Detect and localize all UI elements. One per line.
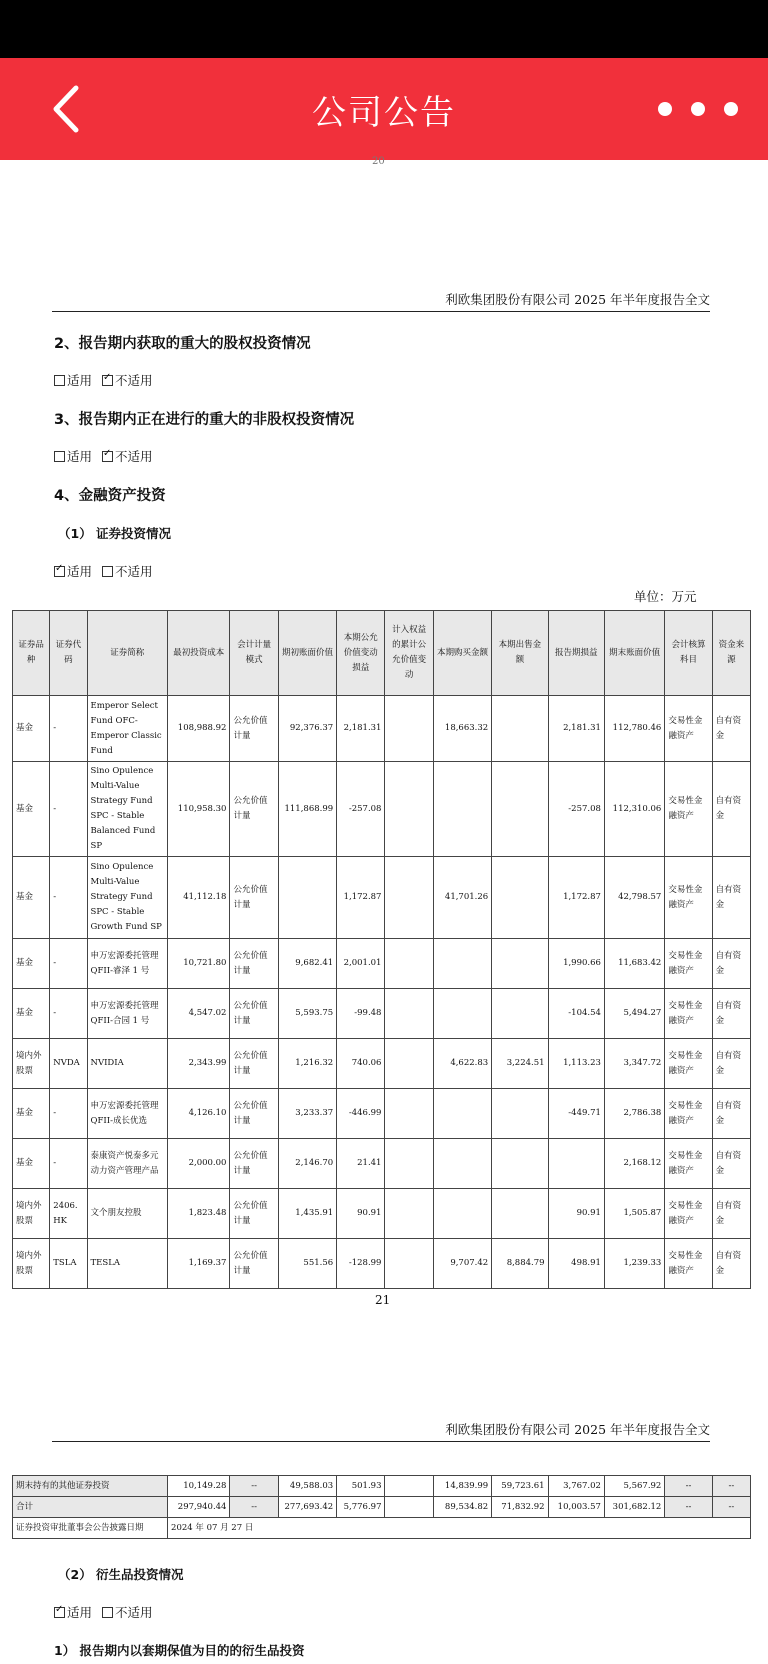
checkbox-checked-icon xyxy=(54,1607,65,1618)
table-cell: 10,003.57 xyxy=(548,1497,604,1518)
col-header: 会计核算科目 xyxy=(665,611,712,696)
table-cell: 交易性金融资产 xyxy=(665,1189,712,1239)
table-cell: 41,701.26 xyxy=(433,857,491,939)
table-cell: 89,534.82 xyxy=(433,1497,491,1518)
table-cell: 90.91 xyxy=(337,1189,385,1239)
table-cell: 基金 xyxy=(13,1139,50,1189)
table-cell: 3,767.02 xyxy=(548,1476,604,1497)
more-dot-icon xyxy=(724,102,738,116)
table-cell xyxy=(492,939,548,989)
table-cell: 自有资金 xyxy=(712,1089,750,1139)
table-cell: 92,376.37 xyxy=(278,696,336,762)
section-4-title: 4、金融资产投资 xyxy=(54,488,166,504)
report-header: 利欧集团股份有限公司 2025 年半年度报告全文 xyxy=(52,290,710,312)
table-cell: 交易性金融资产 xyxy=(665,762,712,857)
table-cell: 公允价值计量 xyxy=(230,1089,278,1139)
table-cell xyxy=(433,1189,491,1239)
table-cell: 551.56 xyxy=(278,1239,336,1289)
status-bar xyxy=(0,0,768,58)
table-cell: 文个朋友控股 xyxy=(87,1189,168,1239)
table-cell: 申万宏源委托管理 QFII-睿泽 1 号 xyxy=(87,939,168,989)
securities-summary-table xyxy=(12,1475,751,1539)
col-header: 证券品种 xyxy=(13,611,50,696)
checkbox-icon xyxy=(102,566,113,577)
col-header: 本期购买金额 xyxy=(433,611,491,696)
table-cell: 14,839.99 xyxy=(433,1476,491,1497)
table-cell: NVIDIA xyxy=(87,1039,168,1089)
table-cell: 1,823.48 xyxy=(168,1189,230,1239)
checkbox-icon xyxy=(102,1607,113,1618)
table-cell: 5,567.92 xyxy=(604,1476,664,1497)
checkbox-checked-icon xyxy=(102,375,113,386)
table-cell: - xyxy=(50,1089,87,1139)
table-cell: - xyxy=(50,939,87,989)
table-cell: -104.54 xyxy=(548,989,604,1039)
table-cell: 自有资金 xyxy=(712,1189,750,1239)
table-cell xyxy=(385,1039,433,1089)
table-row xyxy=(13,1139,751,1189)
table-row xyxy=(13,939,751,989)
col-header: 期末账面价值 xyxy=(604,611,664,696)
table-cell xyxy=(278,857,336,939)
section-4-2-options: ✓适用 不适用 xyxy=(54,1603,153,1621)
table-cell: 自有资金 xyxy=(712,762,750,857)
table-cell: 期末持有的其他证券投资 xyxy=(13,1476,168,1497)
table-cell: 公允价值计量 xyxy=(230,1039,278,1089)
table-cell: - xyxy=(50,696,87,762)
table-cell: 交易性金融资产 xyxy=(665,696,712,762)
table-cell: 基金 xyxy=(13,696,50,762)
col-header: 本期公允价值变动损益 xyxy=(337,611,385,696)
section-4-options: ✓适用 不适用 xyxy=(54,562,153,580)
table-cell: 公允价值计量 xyxy=(230,989,278,1039)
table-cell: Sino Opulence Multi-Value Strategy Fund SPC - Stable Balanced Fund SP xyxy=(87,762,168,857)
table-cell: 90.91 xyxy=(548,1189,604,1239)
section-2-options: 适用 ✓ 不适用 xyxy=(54,371,153,389)
table-cell xyxy=(548,1139,604,1189)
report-header-2: 利欧集团股份有限公司 2025 年半年度报告全文 xyxy=(52,1420,710,1442)
table-cell: 5,776.97 xyxy=(337,1497,385,1518)
table-header-row xyxy=(13,611,751,696)
table-cell xyxy=(492,1089,548,1139)
checkbox-checked-icon xyxy=(102,451,113,462)
section-4-subtitle-2: （2） 衍生品投资情况 xyxy=(58,1567,184,1582)
table-cell: 4,622.83 xyxy=(433,1039,491,1089)
table-cell: 自有资金 xyxy=(712,989,750,1039)
table-cell: 公允价值计量 xyxy=(230,696,278,762)
col-header: 资金来源 xyxy=(712,611,750,696)
table-cell: 交易性金融资产 xyxy=(665,1239,712,1289)
table-cell: - xyxy=(50,762,87,857)
table-row xyxy=(13,857,751,939)
table-cell: 10,149.28 xyxy=(168,1476,230,1497)
table-cell: 2,343.99 xyxy=(168,1039,230,1089)
table-cell: -257.08 xyxy=(548,762,604,857)
col-header: 会计计量模式 xyxy=(230,611,278,696)
table-cell xyxy=(492,696,548,762)
table-cell: NVDA xyxy=(50,1039,87,1089)
nav-bar xyxy=(0,58,768,160)
table-cell: 基金 xyxy=(13,857,50,939)
table-row xyxy=(13,1189,751,1239)
table-cell xyxy=(492,1139,548,1189)
checkbox-checked-icon xyxy=(54,566,65,577)
table-cell: 1,113.23 xyxy=(548,1039,604,1089)
table-cell: 自有资金 xyxy=(712,857,750,939)
table-cell: - xyxy=(50,857,87,939)
table-cell: 交易性金融资产 xyxy=(665,1089,712,1139)
table-cell: 基金 xyxy=(13,762,50,857)
section-3-options: 适用 ✓ 不适用 xyxy=(54,447,153,465)
table-cell: 公允价值计量 xyxy=(230,1189,278,1239)
table-cell: 8,884.79 xyxy=(492,1239,548,1289)
table-cell: 证券投资审批董事会公告披露日期 xyxy=(13,1518,168,1539)
table-cell xyxy=(492,857,548,939)
table-row xyxy=(13,1497,751,1518)
table-cell: 2,146.70 xyxy=(278,1139,336,1189)
table-cell: 自有资金 xyxy=(712,696,750,762)
table-cell: 自有资金 xyxy=(712,1139,750,1189)
table-row xyxy=(13,1518,751,1539)
table-cell: 境内外股票 xyxy=(13,1239,50,1289)
table-cell xyxy=(433,939,491,989)
table-cell: TESLA xyxy=(87,1239,168,1289)
table-cell: 境内外股票 xyxy=(13,1039,50,1089)
table-cell: 498.91 xyxy=(548,1239,604,1289)
table-cell: 1,990.66 xyxy=(548,939,604,989)
back-button[interactable] xyxy=(48,82,88,136)
more-dot-icon xyxy=(691,102,705,116)
table-cell: -449.71 xyxy=(548,1089,604,1139)
table-cell: -- xyxy=(712,1476,750,1497)
table-cell xyxy=(385,762,433,857)
table-cell: TSLA xyxy=(50,1239,87,1289)
securities-table xyxy=(12,610,751,1289)
col-header: 期初账面价值 xyxy=(278,611,336,696)
col-header: 本期出售金额 xyxy=(492,611,548,696)
table-cell: 公允价值计量 xyxy=(230,762,278,857)
page-number: 21 xyxy=(375,1293,391,1307)
more-button[interactable] xyxy=(658,100,738,118)
table-cell: 公允价值计量 xyxy=(230,1239,278,1289)
table-cell xyxy=(492,1189,548,1239)
item-1-title: 1） 报告期内以套期保值为目的的衍生品投资 xyxy=(54,1643,305,1658)
table-cell xyxy=(385,939,433,989)
table-cell: 2,181.31 xyxy=(548,696,604,762)
table-cell: 境内外股票 xyxy=(13,1189,50,1239)
table-cell: -257.08 xyxy=(337,762,385,857)
table-cell: 9,682.41 xyxy=(278,939,336,989)
table-cell: 交易性金融资产 xyxy=(665,857,712,939)
table-cell: 基金 xyxy=(13,989,50,1039)
table-cell: 2406.HK xyxy=(50,1189,87,1239)
table-cell: - xyxy=(50,1139,87,1189)
table-cell xyxy=(433,762,491,857)
table-cell: 4,547.02 xyxy=(168,989,230,1039)
table-cell: 501.93 xyxy=(337,1476,385,1497)
table-cell: 2024 年 07 月 27 日 xyxy=(168,1518,751,1539)
table-cell: 1,216.32 xyxy=(278,1039,336,1089)
table-cell: 5,593.75 xyxy=(278,989,336,1039)
chevron-left-icon xyxy=(48,82,88,136)
table-cell: 2,168.12 xyxy=(604,1139,664,1189)
table-cell: 111,868.99 xyxy=(278,762,336,857)
table-cell xyxy=(433,1089,491,1139)
table-row xyxy=(13,1039,751,1089)
table-cell xyxy=(385,1239,433,1289)
table-cell: 自有资金 xyxy=(712,939,750,989)
table-cell: 3,233.37 xyxy=(278,1089,336,1139)
section-4-subtitle-1: （1） 证券投资情况 xyxy=(58,526,172,541)
table-cell: 1,172.87 xyxy=(337,857,385,939)
table-cell: 301,682.12 xyxy=(604,1497,664,1518)
table-cell: 交易性金融资产 xyxy=(665,989,712,1039)
table-cell xyxy=(385,1189,433,1239)
table-cell: 297,940.44 xyxy=(168,1497,230,1518)
table-cell: 21.41 xyxy=(337,1139,385,1189)
table-cell: 5,494.27 xyxy=(604,989,664,1039)
table-cell: 108,988.92 xyxy=(168,696,230,762)
col-header: 证券代码 xyxy=(50,611,87,696)
unit-label: 单位：万元 xyxy=(634,589,697,604)
col-header: 计入权益的累计公允价值变动 xyxy=(385,611,433,696)
table-cell: 申万宏源委托管理 QFII-成长优选 xyxy=(87,1089,168,1139)
table-cell xyxy=(492,989,548,1039)
table-cell: 公允价值计量 xyxy=(230,1139,278,1189)
table-cell: 基金 xyxy=(13,939,50,989)
section-2-title: 2、报告期内获取的重大的股权投资情况 xyxy=(54,336,311,352)
table-cell xyxy=(385,1139,433,1189)
table-row xyxy=(13,1089,751,1139)
table-cell: 41,112.18 xyxy=(168,857,230,939)
table-cell: 1,172.87 xyxy=(548,857,604,939)
table-cell: 1,239.33 xyxy=(604,1239,664,1289)
table-cell: 交易性金融资产 xyxy=(665,1139,712,1189)
nav-title: 公司公告 xyxy=(312,92,456,133)
table-cell: 18,663.32 xyxy=(433,696,491,762)
table-cell xyxy=(433,989,491,1039)
table-row xyxy=(13,762,751,857)
table-row xyxy=(13,989,751,1039)
table-cell: 泰康资产悦泰多元动力资产管理产品 xyxy=(87,1139,168,1189)
table-cell: -- xyxy=(712,1497,750,1518)
table-cell: -446.99 xyxy=(337,1089,385,1139)
table-cell: -- xyxy=(665,1476,712,1497)
table-cell: 49,588.03 xyxy=(278,1476,336,1497)
table-cell xyxy=(433,1139,491,1189)
table-cell: 1,435.91 xyxy=(278,1189,336,1239)
page-number-top: 20 xyxy=(372,156,385,167)
table-row xyxy=(13,1476,751,1497)
table-cell: 申万宏源委托管理 QFII-合园 1 号 xyxy=(87,989,168,1039)
table-cell: -- xyxy=(230,1476,278,1497)
table-cell: 2,001.01 xyxy=(337,939,385,989)
table-cell xyxy=(385,857,433,939)
table-cell: 42,798.57 xyxy=(604,857,664,939)
table-cell: 59,723.61 xyxy=(492,1476,548,1497)
table-cell: 合计 xyxy=(13,1497,168,1518)
table-cell: 公允价值计量 xyxy=(230,939,278,989)
table-cell: 交易性金融资产 xyxy=(665,939,712,989)
table-cell: 1,505.87 xyxy=(604,1189,664,1239)
checkbox-icon xyxy=(54,451,65,462)
checkbox-icon xyxy=(54,375,65,386)
table-cell: 110,958.30 xyxy=(168,762,230,857)
table-cell: 112,310.06 xyxy=(604,762,664,857)
table-cell: 1,169.37 xyxy=(168,1239,230,1289)
table-row xyxy=(13,696,751,762)
table-cell: 2,000.00 xyxy=(168,1139,230,1189)
table-cell: 3,224.51 xyxy=(492,1039,548,1089)
table-cell: -128.99 xyxy=(337,1239,385,1289)
col-header: 证券简称 xyxy=(87,611,168,696)
table-cell: 4,126.10 xyxy=(168,1089,230,1139)
table-cell: 自有资金 xyxy=(712,1239,750,1289)
table-cell: 740.06 xyxy=(337,1039,385,1089)
table-cell: Sino Opulence Multi-Value Strategy Fund SPC - Stable Growth Fund SP xyxy=(87,857,168,939)
table-cell: Emperor Select Fund OFC- Emperor Classic Fund xyxy=(87,696,168,762)
col-header: 最初投资成本 xyxy=(168,611,230,696)
table-cell: 基金 xyxy=(13,1089,50,1139)
table-cell: 11,683.42 xyxy=(604,939,664,989)
table-cell: 公允价值计量 xyxy=(230,857,278,939)
table-cell: 277,693.42 xyxy=(278,1497,336,1518)
table-cell: -- xyxy=(665,1497,712,1518)
table-cell: - xyxy=(50,989,87,1039)
col-header: 报告期损益 xyxy=(548,611,604,696)
table-cell xyxy=(385,696,433,762)
table-cell: 交易性金融资产 xyxy=(665,1039,712,1089)
table-cell: -- xyxy=(230,1497,278,1518)
table-cell: 自有资金 xyxy=(712,1039,750,1089)
table-cell xyxy=(385,1089,433,1139)
table-cell: -99.48 xyxy=(337,989,385,1039)
table-cell: 71,832.92 xyxy=(492,1497,548,1518)
table-cell: 9,707.42 xyxy=(433,1239,491,1289)
table-cell: 3,347.72 xyxy=(604,1039,664,1089)
table-row xyxy=(13,1239,751,1289)
table-cell: 2,181.31 xyxy=(337,696,385,762)
table-cell xyxy=(385,1497,433,1518)
section-3-title: 3、报告期内正在进行的重大的非股权投资情况 xyxy=(54,412,355,428)
table-cell: 10,721.80 xyxy=(168,939,230,989)
table-cell: 112,780.46 xyxy=(604,696,664,762)
table-cell: 2,786.38 xyxy=(604,1089,664,1139)
more-dot-icon xyxy=(658,102,672,116)
table-cell xyxy=(385,1476,433,1497)
table-cell xyxy=(492,762,548,857)
table-cell xyxy=(385,989,433,1039)
